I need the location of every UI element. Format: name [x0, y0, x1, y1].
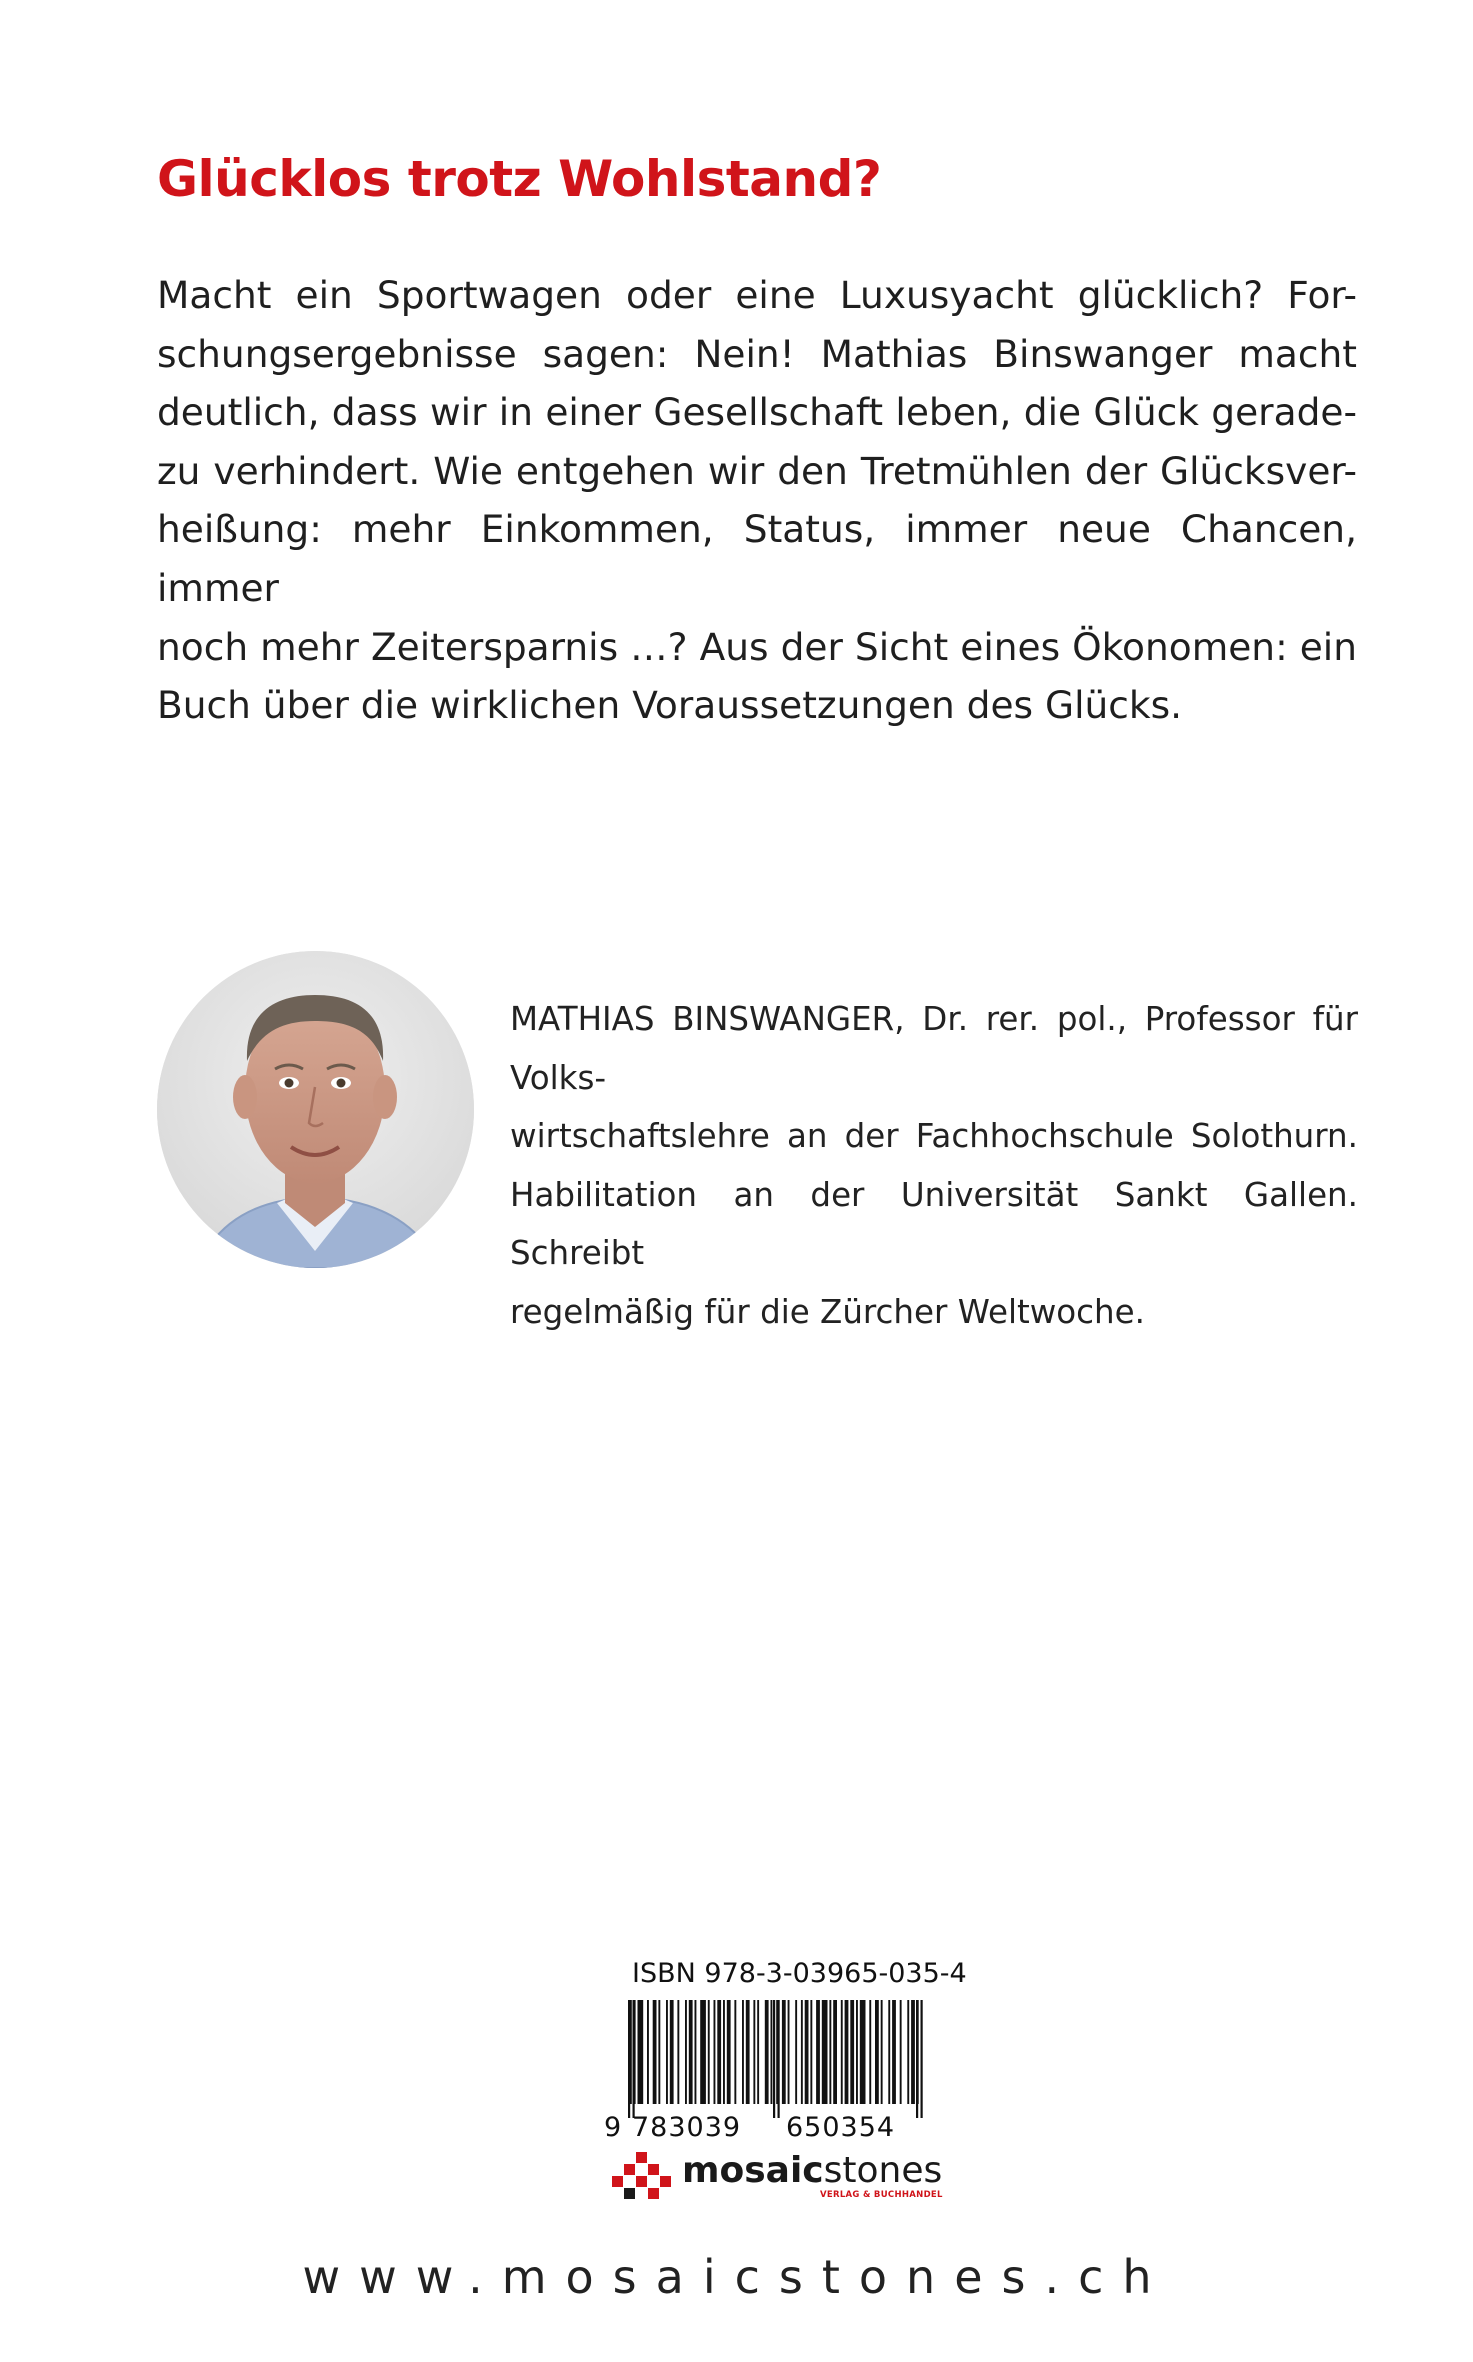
barcode-bar: [805, 2000, 809, 2104]
barcode-bar: [677, 2000, 679, 2104]
publisher-name-bold: mosaic: [682, 2150, 824, 2191]
barcode-bar: [753, 2000, 755, 2104]
barcode-bar: [869, 2000, 871, 2104]
barcode-bar: [788, 2000, 790, 2104]
bio-line: Habilitation an der Universität Sankt Gallen. Schreibt: [510, 1175, 1358, 1272]
website-url: www.mosaicstones.ch: [302, 2250, 1171, 2304]
book-title: Glücklos trotz Wohlstand?: [157, 150, 882, 208]
blurb-line: deutlich, dass wir in einer Gesellschaft leben, die Glück gerade-: [157, 390, 1357, 435]
barcode-bar: [816, 2000, 820, 2104]
barcode-bar: [700, 2000, 706, 2104]
book-blurb: [157, 266, 1357, 735]
publisher-tagline: VERLAG & BUCHHANDEL: [820, 2190, 943, 2200]
barcode-bar: [757, 2000, 759, 2104]
mosaic-squares-logo-icon: [612, 2152, 672, 2200]
blurb-line: Macht ein Sportwagen oder eine Luxusyacht glücklich? For-: [157, 273, 1357, 317]
barcode-bar: [881, 2000, 883, 2104]
isbn-label: ISBN 978-3-03965-035-4: [632, 1958, 967, 1989]
barcode-bar: [875, 2000, 879, 2104]
bio-line: MATHIAS BINSWANGER, Dr. rer. pol., Professor für Volks-: [510, 1000, 1358, 1097]
barcode-bar: [850, 2000, 854, 2104]
barcode-bar: [765, 2000, 769, 2104]
barcode-bar: [822, 2000, 828, 2104]
barcode-bar: [746, 2000, 750, 2104]
barcode-bar: [647, 2000, 649, 2104]
barcode-bar: [833, 2000, 837, 2104]
bio-line: regelmäßig für die Zürcher Weltwoche.: [510, 1292, 1145, 1331]
barcode-bar: [829, 2000, 831, 2104]
barcode-guard-bar: [633, 2000, 635, 2118]
barcode-bar: [723, 2000, 725, 2104]
barcode-bar: [717, 2000, 721, 2104]
author-portrait-photo-icon: [157, 951, 474, 1268]
barcode-guard-bar: [916, 2000, 918, 2118]
barcode-bar: [801, 2000, 803, 2104]
author-bio: [510, 990, 1358, 1341]
barcode-bar: [734, 2000, 736, 2104]
barcode-guard-bar: [628, 2000, 630, 2118]
barcode-guard-bar: [773, 2000, 775, 2118]
blurb-line: heißung: mehr Einkommen, Status, immer neue Chancen, immer: [157, 507, 1357, 610]
barcode-bar: [695, 2000, 697, 2104]
barcode-bar: [907, 2000, 909, 2104]
blurb-line: zu verhindert. Wie entgehen wir den Tretmühlen der Glücksver-: [157, 448, 1357, 493]
barcode-graphic: [602, 2000, 942, 2140]
barcode-bar: [810, 2000, 812, 2104]
blurb-line: schungsergebnisse sagen: Nein! Mathias Binswanger macht: [157, 331, 1357, 376]
barcode-bar: [685, 2000, 687, 2104]
barcode-bar: [666, 2000, 668, 2104]
barcode-bar: [856, 2000, 858, 2104]
barcode-bar: [845, 2000, 849, 2104]
barcode-bar: [727, 2000, 731, 2104]
barcode-bar: [900, 2000, 902, 2104]
bio-line: wirtschaftslehre an der Fachhochschule Solothurn.: [510, 1117, 1358, 1155]
publisher-name-light: stones: [823, 2150, 943, 2191]
barcode-bar: [911, 2000, 915, 2104]
barcode-bar: [708, 2000, 710, 2104]
barcode-bar: [860, 2000, 866, 2104]
publisher-logo: [612, 2152, 972, 2200]
barcode-bar: [689, 2000, 693, 2104]
barcode-bar: [658, 2000, 660, 2104]
author-portrait: [157, 951, 474, 1268]
barcode-bar: [795, 2000, 797, 2104]
barcode-guard-bar: [778, 2000, 780, 2118]
barcode-digit-first: 9: [604, 2112, 622, 2140]
barcode-digits-left: 783039: [632, 2112, 742, 2140]
blurb-line: noch mehr Zeitersparnis …? Aus der Sicht eines Ökonomen: ein: [157, 624, 1357, 669]
barcode-bar: [653, 2000, 657, 2104]
barcode-bar: [714, 2000, 716, 2104]
barcode-bar: [782, 2000, 786, 2104]
barcode-bar: [771, 2000, 773, 2104]
publisher-name: [682, 2150, 942, 2191]
barcode-bar: [841, 2000, 843, 2104]
barcode-bar: [892, 2000, 896, 2104]
barcode-digits-right: 650354: [786, 2112, 896, 2140]
barcode-bar: [638, 2000, 644, 2104]
isbn-barcode: [602, 2000, 942, 2140]
blurb-line: Buch über die wirklichen Voraussetzungen des Glücks.: [157, 683, 1183, 728]
barcode-bar: [670, 2000, 674, 2104]
barcode-bar: [888, 2000, 890, 2104]
barcode-bar: [742, 2000, 744, 2104]
barcode-guard-bar: [921, 2000, 923, 2118]
